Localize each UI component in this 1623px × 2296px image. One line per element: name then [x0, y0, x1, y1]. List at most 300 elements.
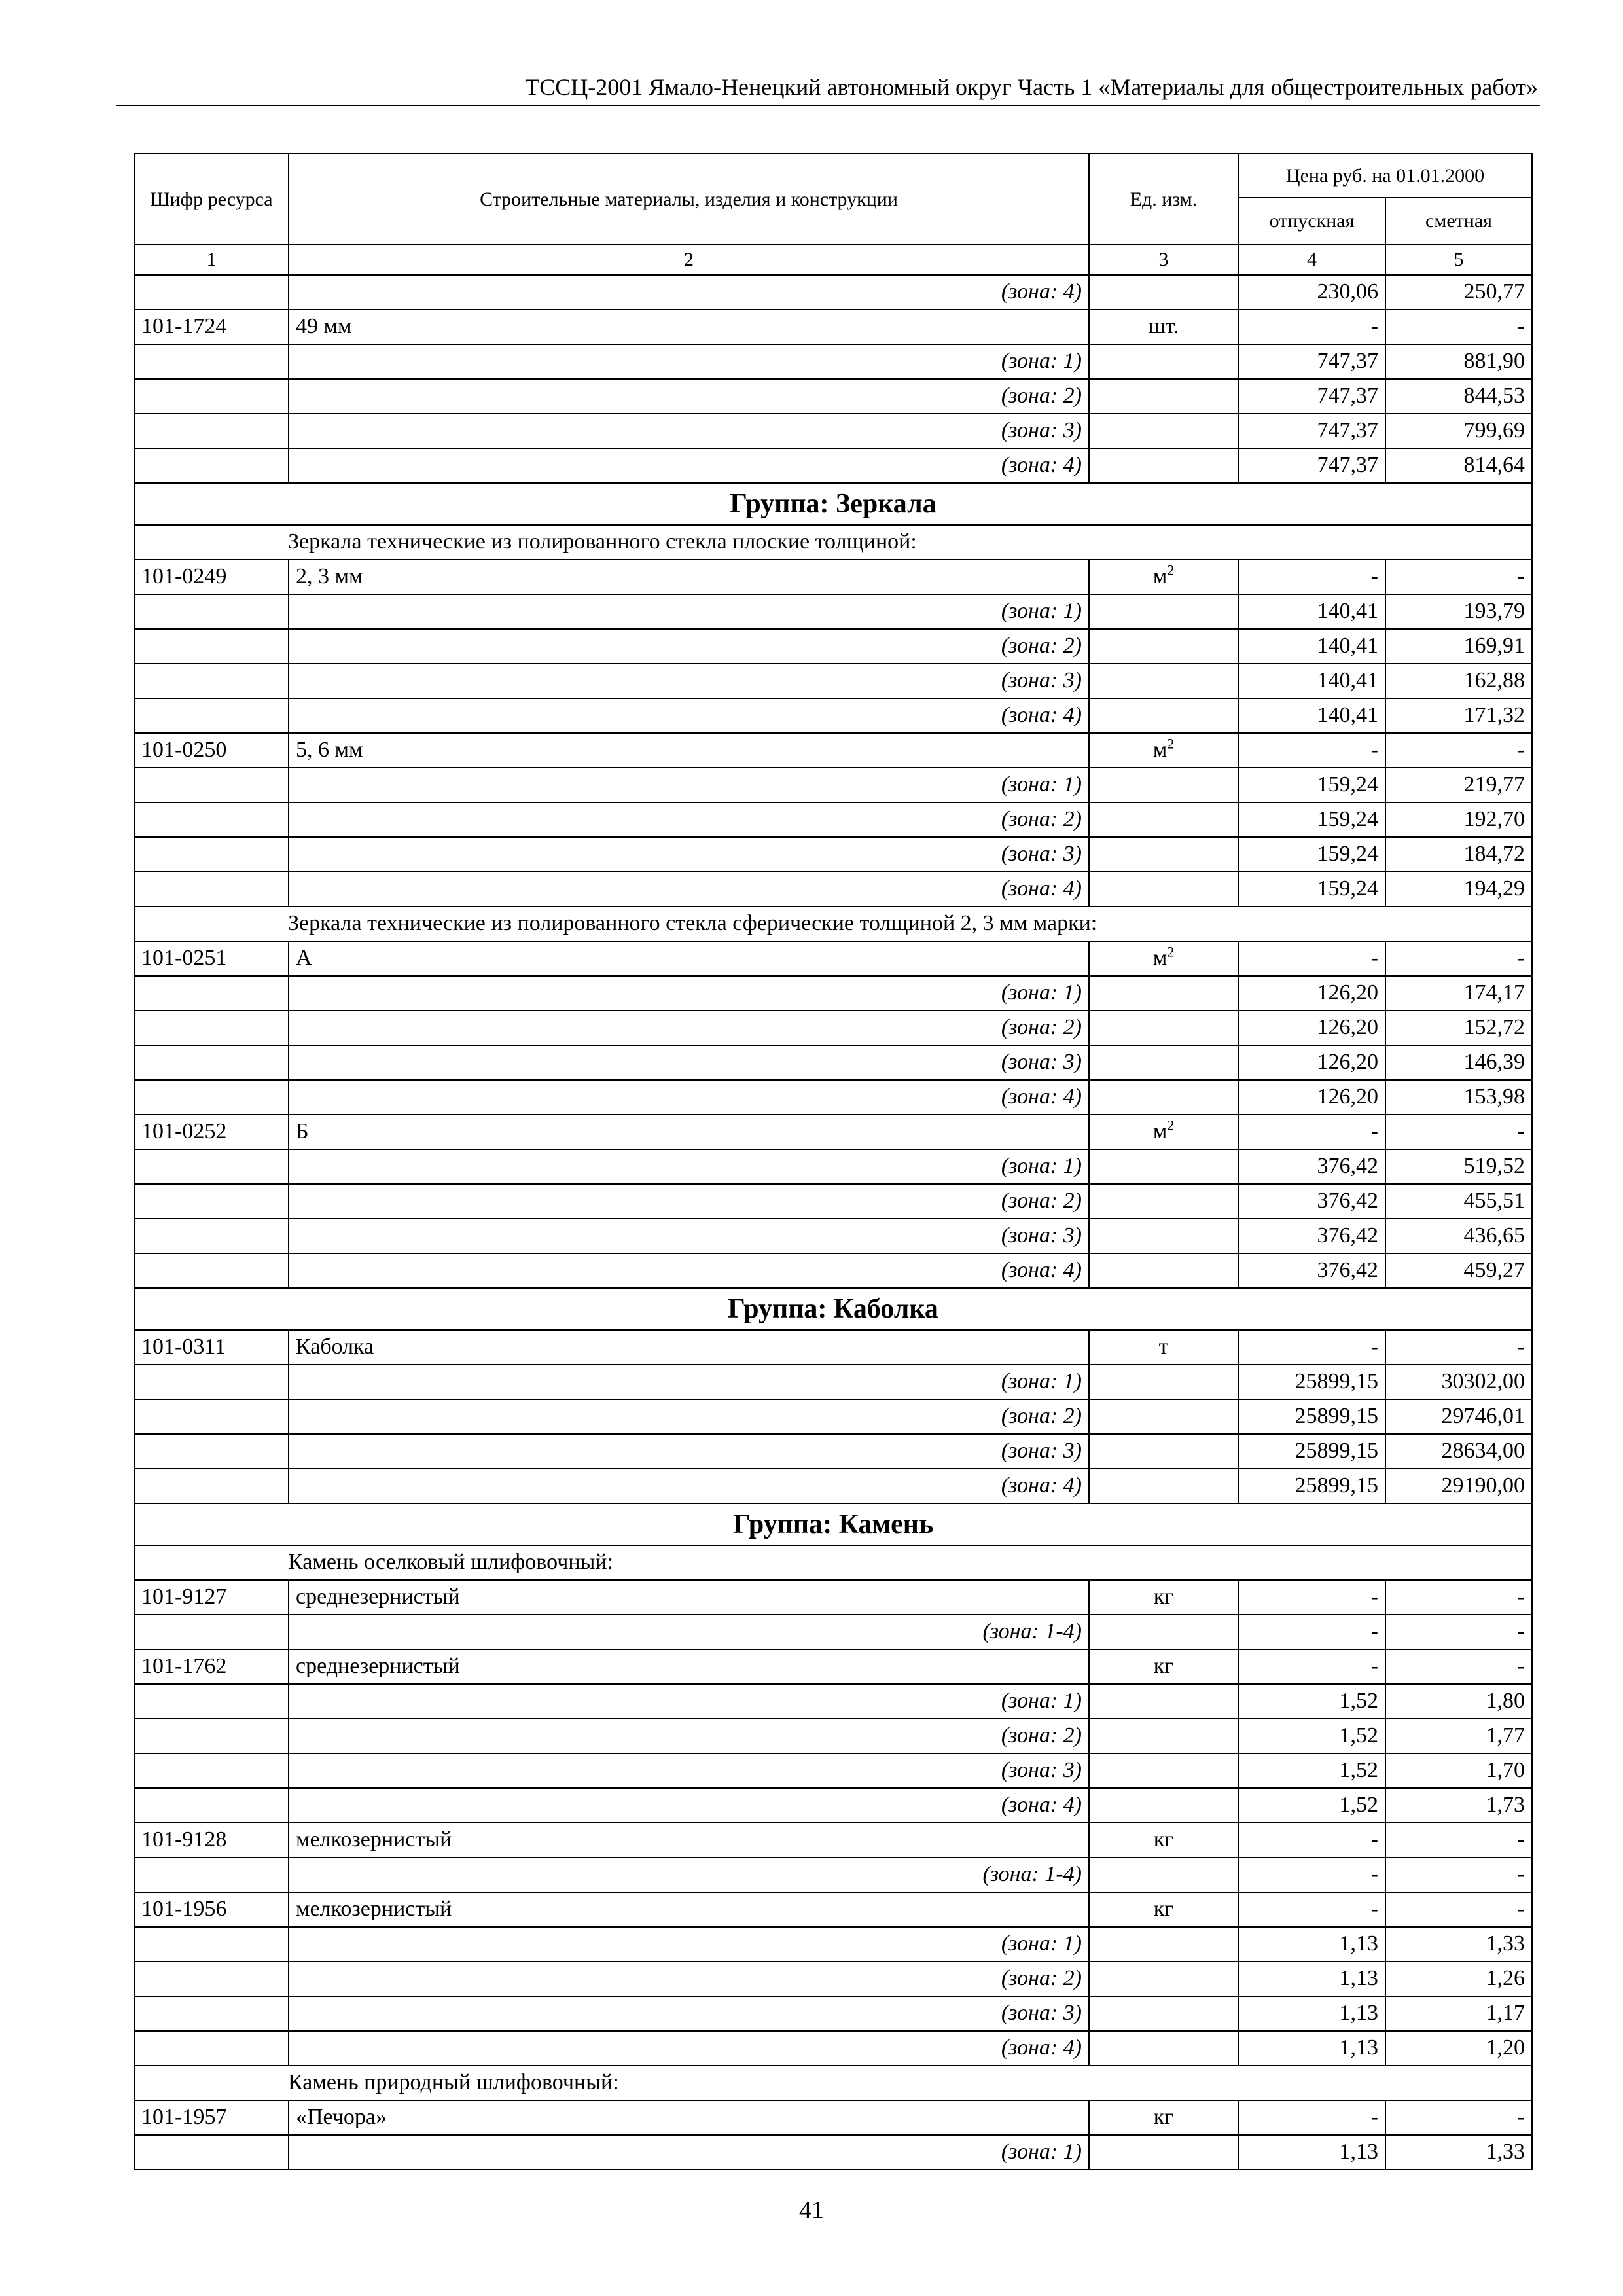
empty-unit-cell: [1089, 664, 1238, 698]
empty-code-cell: [134, 1045, 289, 1080]
section-title: Камень оселковый шлифовочный:: [134, 1545, 1532, 1580]
release-price: -: [1238, 2100, 1385, 2135]
table-row: [134, 310, 1532, 344]
empty-unit-cell: [1089, 1399, 1238, 1434]
empty-unit-cell: [1089, 448, 1238, 483]
zone-row: [134, 1434, 1532, 1469]
empty-code-cell: [134, 2135, 289, 2170]
release-price: 126,20: [1238, 1080, 1385, 1115]
zone-label: (зона: 4): [289, 1080, 1089, 1115]
table-row: [134, 1330, 1532, 1365]
unit-cell: [1089, 560, 1238, 594]
estimate-price: 192,70: [1385, 802, 1532, 837]
resource-code: 101-1762: [134, 1649, 289, 1684]
empty-unit-cell: [1089, 1365, 1238, 1399]
estimate-price: 519,52: [1385, 1149, 1532, 1184]
empty-code-cell: [134, 2031, 289, 2066]
release-price: 376,42: [1238, 1149, 1385, 1184]
release-price: 376,42: [1238, 1184, 1385, 1219]
empty-code-cell: [134, 1927, 289, 1962]
section-title: Зеркала технические из полированного стекла сферические толщиной 2, 3 мм марки:: [134, 906, 1532, 941]
release-price: -: [1238, 941, 1385, 976]
col-number-name: 2: [289, 245, 1089, 275]
resource-name: Каболка: [289, 1330, 1089, 1365]
zone-label: (зона: 4): [289, 448, 1089, 483]
unit-label: м: [1152, 564, 1168, 588]
zone-row: [134, 1149, 1532, 1184]
unit-label: кг: [1153, 2105, 1174, 2129]
estimate-price: -: [1385, 560, 1532, 594]
zone-label: (зона: 3): [289, 1996, 1089, 2031]
zone-label: (зона: 4): [289, 275, 1089, 310]
col-header-price: Цена руб. на 01.01.2000: [1238, 154, 1532, 198]
estimate-price: 184,72: [1385, 837, 1532, 872]
estimate-price: -: [1385, 941, 1532, 976]
estimate-price: 844,53: [1385, 379, 1532, 414]
zone-label: (зона: 3): [289, 1045, 1089, 1080]
zone-row: [134, 594, 1532, 629]
empty-code-cell: [134, 1011, 289, 1045]
empty-code-cell: [134, 1399, 289, 1434]
price-table-head: [134, 154, 1532, 275]
release-price: 747,37: [1238, 448, 1385, 483]
col-number-release: 4: [1238, 245, 1385, 275]
zone-row: [134, 664, 1532, 698]
group-title: Группа: Зеркала: [134, 483, 1532, 525]
empty-unit-cell: [1089, 1469, 1238, 1503]
empty-code-cell: [134, 1080, 289, 1115]
resource-name: А: [289, 941, 1089, 976]
unit-label: т: [1158, 1335, 1169, 1359]
empty-code-cell: [134, 698, 289, 733]
empty-code-cell: [134, 629, 289, 664]
unit-cell: [1089, 1892, 1238, 1927]
table-row: [134, 1649, 1532, 1684]
unit-cell: [1089, 1115, 1238, 1149]
release-price: 159,24: [1238, 837, 1385, 872]
col-header-release: отпускная: [1238, 198, 1385, 245]
empty-code-cell: [134, 1857, 289, 1892]
release-price: 1,13: [1238, 2135, 1385, 2170]
empty-unit-cell: [1089, 1434, 1238, 1469]
section-row: [134, 2066, 1532, 2100]
unit-label: шт.: [1148, 314, 1179, 338]
estimate-price: 29746,01: [1385, 1399, 1532, 1434]
resource-name: «Печора»: [289, 2100, 1089, 2135]
estimate-price: 171,32: [1385, 698, 1532, 733]
estimate-price: 169,91: [1385, 629, 1532, 664]
empty-code-cell: [134, 414, 289, 448]
zone-row: [134, 1045, 1532, 1080]
col-number-estimate: 5: [1385, 245, 1532, 275]
release-price: -: [1238, 1615, 1385, 1649]
zone-row: [134, 802, 1532, 837]
estimate-price: 30302,00: [1385, 1365, 1532, 1399]
zone-label: (зона: 1): [289, 344, 1089, 379]
zone-row: [134, 837, 1532, 872]
table-row: [134, 1823, 1532, 1857]
release-price: 25899,15: [1238, 1365, 1385, 1399]
zone-row: [134, 1996, 1532, 2031]
empty-code-cell: [134, 594, 289, 629]
resource-code: 101-0311: [134, 1330, 289, 1365]
empty-code-cell: [134, 1469, 289, 1503]
release-price: 159,24: [1238, 768, 1385, 802]
estimate-price: 436,65: [1385, 1219, 1532, 1253]
empty-code-cell: [134, 664, 289, 698]
empty-code-cell: [134, 275, 289, 310]
resource-code: 101-1957: [134, 2100, 289, 2135]
zone-row: [134, 379, 1532, 414]
estimate-price: 459,27: [1385, 1253, 1532, 1288]
release-price: 747,37: [1238, 379, 1385, 414]
estimate-price: -: [1385, 1649, 1532, 1684]
empty-unit-cell: [1089, 379, 1238, 414]
release-price: -: [1238, 1892, 1385, 1927]
zone-row: [134, 1253, 1532, 1288]
col-number-unit: 3: [1089, 245, 1238, 275]
release-price: 126,20: [1238, 976, 1385, 1011]
zone-row: [134, 1399, 1532, 1434]
price-table: [134, 153, 1533, 2170]
estimate-price: -: [1385, 1330, 1532, 1365]
zone-row: [134, 872, 1532, 906]
release-price: 230,06: [1238, 275, 1385, 310]
release-price: 1,52: [1238, 1684, 1385, 1719]
release-price: 1,13: [1238, 1927, 1385, 1962]
release-price: -: [1238, 733, 1385, 768]
zone-row: [134, 275, 1532, 310]
zone-row: [134, 1719, 1532, 1753]
estimate-price: 455,51: [1385, 1184, 1532, 1219]
unit-superscript: 2: [1167, 943, 1175, 960]
estimate-price: 194,29: [1385, 872, 1532, 906]
zone-label: (зона: 1): [289, 1684, 1089, 1719]
estimate-price: 29190,00: [1385, 1469, 1532, 1503]
resource-code: 101-0252: [134, 1115, 289, 1149]
zone-label: (зона: 2): [289, 802, 1089, 837]
zone-row: [134, 1219, 1532, 1253]
estimate-price: -: [1385, 2100, 1532, 2135]
zone-row: [134, 344, 1532, 379]
resource-code: 101-0249: [134, 560, 289, 594]
document-header-title: ТССЦ-2001 Ямало-Ненецкий автономный округ Часть 1 «Материалы для общестроительных работ»: [525, 74, 1538, 100]
empty-unit-cell: [1089, 1719, 1238, 1753]
empty-unit-cell: [1089, 1253, 1238, 1288]
zone-label: (зона: 1): [289, 1149, 1089, 1184]
zone-label: (зона: 3): [289, 1753, 1089, 1788]
release-price: -: [1238, 560, 1385, 594]
zone-row: [134, 1080, 1532, 1115]
empty-code-cell: [134, 1365, 289, 1399]
estimate-price: 1,77: [1385, 1719, 1532, 1753]
empty-code-cell: [134, 344, 289, 379]
zone-label: (зона: 2): [289, 379, 1089, 414]
unit-cell: [1089, 1330, 1238, 1365]
group-row: [134, 483, 1532, 525]
zone-label: (зона: 4): [289, 872, 1089, 906]
resource-name: мелкозернистый: [289, 1823, 1089, 1857]
empty-unit-cell: [1089, 414, 1238, 448]
zone-label: (зона: 2): [289, 1011, 1089, 1045]
unit-cell: [1089, 310, 1238, 344]
empty-code-cell: [134, 1219, 289, 1253]
empty-unit-cell: [1089, 837, 1238, 872]
section-row: [134, 525, 1532, 560]
zone-row: [134, 1011, 1532, 1045]
estimate-price: 174,17: [1385, 976, 1532, 1011]
release-price: -: [1238, 1580, 1385, 1615]
section-title: Зеркала технические из полированного стекла плоские толщиной:: [134, 525, 1532, 560]
resource-code: 101-9127: [134, 1580, 289, 1615]
empty-unit-cell: [1089, 1219, 1238, 1253]
empty-code-cell: [134, 802, 289, 837]
resource-code: 101-1724: [134, 310, 289, 344]
zone-label: (зона: 3): [289, 1434, 1089, 1469]
empty-code-cell: [134, 1184, 289, 1219]
zone-label: (зона: 3): [289, 837, 1089, 872]
estimate-price: -: [1385, 310, 1532, 344]
zone-label: (зона: 1): [289, 976, 1089, 1011]
zone-row: [134, 1184, 1532, 1219]
zone-label: (зона: 2): [289, 1962, 1089, 1996]
empty-unit-cell: [1089, 2135, 1238, 2170]
unit-label: м: [1152, 738, 1168, 762]
empty-code-cell: [134, 448, 289, 483]
empty-unit-cell: [1089, 594, 1238, 629]
empty-code-cell: [134, 872, 289, 906]
empty-code-cell: [134, 768, 289, 802]
empty-code-cell: [134, 1615, 289, 1649]
release-price: 747,37: [1238, 414, 1385, 448]
header-divider: [116, 105, 1540, 106]
zone-label: (зона: 1): [289, 594, 1089, 629]
section-row: [134, 1545, 1532, 1580]
empty-code-cell: [134, 1253, 289, 1288]
zone-row: [134, 768, 1532, 802]
estimate-price: 799,69: [1385, 414, 1532, 448]
unit-label: кг: [1153, 1654, 1174, 1678]
resource-name: среднезернистый: [289, 1580, 1089, 1615]
empty-unit-cell: [1089, 976, 1238, 1011]
zone-row: [134, 1469, 1532, 1503]
table-row: [134, 2100, 1532, 2135]
group-row: [134, 1288, 1532, 1330]
estimate-price: -: [1385, 1615, 1532, 1649]
estimate-price: 1,33: [1385, 2135, 1532, 2170]
estimate-price: 152,72: [1385, 1011, 1532, 1045]
resource-name: 5, 6 мм: [289, 733, 1089, 768]
release-price: -: [1238, 1649, 1385, 1684]
release-price: -: [1238, 1330, 1385, 1365]
release-price: 25899,15: [1238, 1469, 1385, 1503]
zone-row: [134, 1365, 1532, 1399]
resource-code: 101-0250: [134, 733, 289, 768]
resource-code: 101-1956: [134, 1892, 289, 1927]
empty-unit-cell: [1089, 1080, 1238, 1115]
empty-code-cell: [134, 1149, 289, 1184]
empty-unit-cell: [1089, 1684, 1238, 1719]
release-price: 376,42: [1238, 1219, 1385, 1253]
release-price: 1,13: [1238, 2031, 1385, 2066]
unit-superscript: 2: [1167, 735, 1175, 752]
empty-unit-cell: [1089, 1753, 1238, 1788]
empty-code-cell: [134, 1684, 289, 1719]
zone-label: (зона: 1): [289, 768, 1089, 802]
zone-label: (зона: 2): [289, 1184, 1089, 1219]
zone-label: (зона: 1): [289, 1365, 1089, 1399]
unit-label: кг: [1153, 1897, 1174, 1921]
zone-label: (зона: 4): [289, 1469, 1089, 1503]
empty-unit-cell: [1089, 1996, 1238, 2031]
empty-unit-cell: [1089, 1788, 1238, 1823]
release-price: 140,41: [1238, 629, 1385, 664]
estimate-price: 1,80: [1385, 1684, 1532, 1719]
estimate-price: 1,33: [1385, 1927, 1532, 1962]
release-price: 25899,15: [1238, 1399, 1385, 1434]
col-header-code: Шифр ресурса: [134, 154, 289, 245]
estimate-price: 1,73: [1385, 1788, 1532, 1823]
release-price: 1,13: [1238, 1962, 1385, 1996]
empty-code-cell: [134, 1753, 289, 1788]
table-row: [134, 560, 1532, 594]
unit-label: кг: [1153, 1827, 1174, 1852]
zone-row: [134, 2135, 1532, 2170]
table-row: [134, 1115, 1532, 1149]
table-row: [134, 733, 1532, 768]
zone-label: (зона: 1-4): [289, 1615, 1089, 1649]
section-title: Камень природный шлифовочный:: [134, 2066, 1532, 2100]
zone-row: [134, 414, 1532, 448]
group-title: Группа: Каболка: [134, 1288, 1532, 1330]
zone-row: [134, 976, 1532, 1011]
zone-row: [134, 1962, 1532, 1996]
zone-label: (зона: 2): [289, 1719, 1089, 1753]
empty-unit-cell: [1089, 275, 1238, 310]
unit-cell: [1089, 941, 1238, 976]
estimate-price: 881,90: [1385, 344, 1532, 379]
zone-label: (зона: 1-4): [289, 1857, 1089, 1892]
release-price: -: [1238, 1823, 1385, 1857]
release-price: 159,24: [1238, 872, 1385, 906]
release-price: -: [1238, 1857, 1385, 1892]
price-table-body: [134, 275, 1532, 2170]
group-row: [134, 1503, 1532, 1545]
estimate-price: 1,20: [1385, 2031, 1532, 2066]
empty-unit-cell: [1089, 698, 1238, 733]
unit-cell: [1089, 2100, 1238, 2135]
estimate-price: 162,88: [1385, 664, 1532, 698]
empty-code-cell: [134, 379, 289, 414]
estimate-price: 146,39: [1385, 1045, 1532, 1080]
estimate-price: 814,64: [1385, 448, 1532, 483]
resource-name: 2, 3 мм: [289, 560, 1089, 594]
empty-unit-cell: [1089, 344, 1238, 379]
unit-superscript: 2: [1167, 562, 1175, 579]
resource-name: 49 мм: [289, 310, 1089, 344]
zone-label: (зона: 3): [289, 664, 1089, 698]
release-price: 25899,15: [1238, 1434, 1385, 1469]
empty-unit-cell: [1089, 1149, 1238, 1184]
empty-unit-cell: [1089, 802, 1238, 837]
zone-row: [134, 1684, 1532, 1719]
release-price: 140,41: [1238, 594, 1385, 629]
release-price: 140,41: [1238, 664, 1385, 698]
zone-row: [134, 2031, 1532, 2066]
empty-unit-cell: [1089, 1011, 1238, 1045]
empty-unit-cell: [1089, 872, 1238, 906]
estimate-price: -: [1385, 1823, 1532, 1857]
col-header-name: Строительные материалы, изделия и конструкции: [289, 154, 1089, 245]
empty-code-cell: [134, 1719, 289, 1753]
zone-row: [134, 1788, 1532, 1823]
resource-code: 101-9128: [134, 1823, 289, 1857]
estimate-price: 1,26: [1385, 1962, 1532, 1996]
zone-label: (зона: 2): [289, 1399, 1089, 1434]
zone-label: (зона: 1): [289, 2135, 1089, 2170]
table-row: [134, 1892, 1532, 1927]
zone-label: (зона: 3): [289, 414, 1089, 448]
page-number: 41: [799, 2197, 824, 2224]
resource-name: среднезернистый: [289, 1649, 1089, 1684]
empty-unit-cell: [1089, 1857, 1238, 1892]
release-price: -: [1238, 1115, 1385, 1149]
estimate-price: -: [1385, 1892, 1532, 1927]
zone-label: (зона: 4): [289, 1253, 1089, 1288]
release-price: 1,52: [1238, 1788, 1385, 1823]
resource-name: мелкозернистый: [289, 1892, 1089, 1927]
empty-code-cell: [134, 1434, 289, 1469]
estimate-price: 193,79: [1385, 594, 1532, 629]
col-header-estimate: сметная: [1385, 198, 1532, 245]
estimate-price: -: [1385, 1580, 1532, 1615]
zone-label: (зона: 4): [289, 698, 1089, 733]
release-price: 1,52: [1238, 1753, 1385, 1788]
zone-label: (зона: 2): [289, 629, 1089, 664]
unit-label: м: [1152, 1119, 1168, 1143]
zone-row: [134, 448, 1532, 483]
release-price: 140,41: [1238, 698, 1385, 733]
unit-label: м: [1152, 946, 1168, 970]
table-row: [134, 941, 1532, 976]
section-row: [134, 906, 1532, 941]
empty-code-cell: [134, 976, 289, 1011]
col-header-unit: Ед. изм.: [1089, 154, 1238, 245]
estimate-price: 153,98: [1385, 1080, 1532, 1115]
empty-code-cell: [134, 837, 289, 872]
zone-label: (зона: 3): [289, 1219, 1089, 1253]
empty-unit-cell: [1089, 2031, 1238, 2066]
empty-unit-cell: [1089, 768, 1238, 802]
table-row: [134, 1580, 1532, 1615]
resource-code: 101-0251: [134, 941, 289, 976]
estimate-price: 28634,00: [1385, 1434, 1532, 1469]
estimate-price: 250,77: [1385, 275, 1532, 310]
zone-label: (зона: 4): [289, 2031, 1089, 2066]
zone-row: [134, 1857, 1532, 1892]
resource-name: Б: [289, 1115, 1089, 1149]
empty-unit-cell: [1089, 1962, 1238, 1996]
empty-code-cell: [134, 1996, 289, 2031]
unit-cell: [1089, 1649, 1238, 1684]
estimate-price: 1,70: [1385, 1753, 1532, 1788]
empty-unit-cell: [1089, 1615, 1238, 1649]
release-price: 126,20: [1238, 1011, 1385, 1045]
release-price: -: [1238, 310, 1385, 344]
unit-cell: [1089, 1823, 1238, 1857]
release-price: 1,52: [1238, 1719, 1385, 1753]
release-price: 747,37: [1238, 344, 1385, 379]
